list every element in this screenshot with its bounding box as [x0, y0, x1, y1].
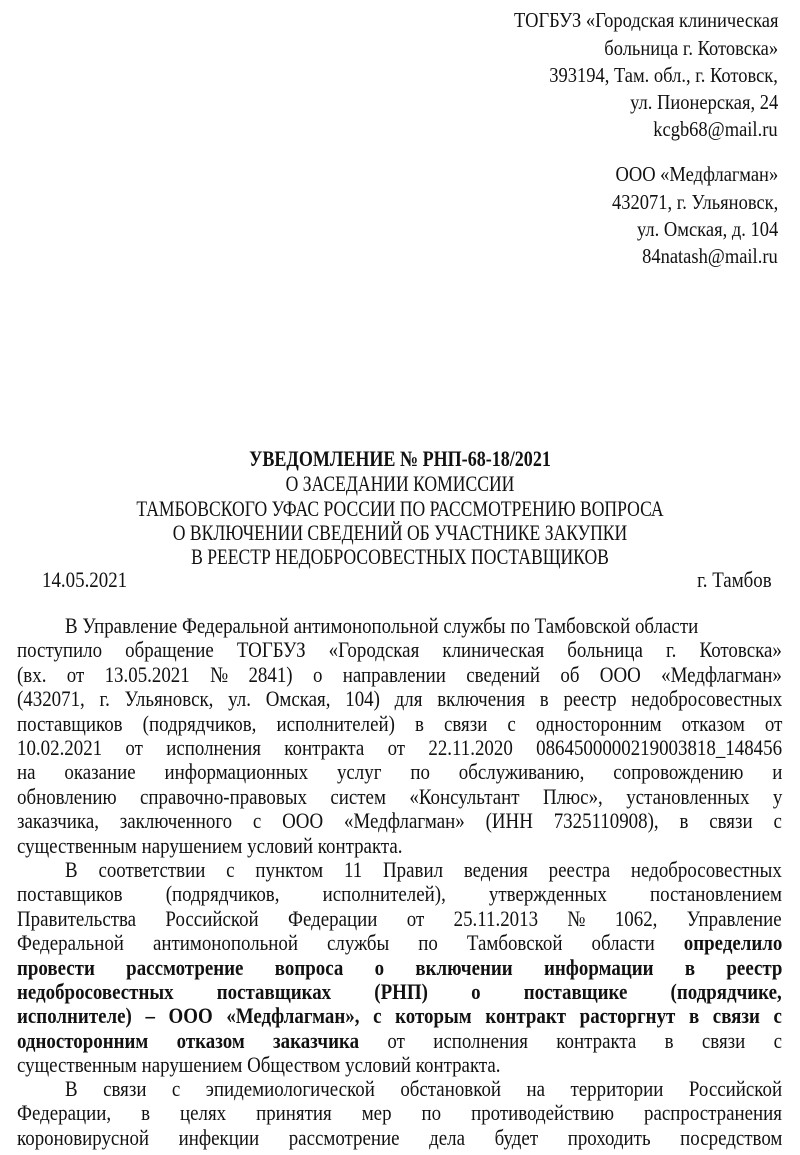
paragraph-line-bold: недобросовестных поставщиках (РНП) о поставщике (подрядчике,	[17, 979, 782, 1004]
notice-subtitle-line: ТАМБОВСКОГО УФАС РОССИИ ПО РАССМОТРЕНИЮ ВОПРОСА	[136, 496, 664, 521]
paragraph-line: (вх. от 13.05.2021 № 2841) о направлении сведений об ООО «Медфлагман»	[17, 661, 782, 687]
recipient-email[interactable]: kcgb68@mail.ru	[653, 117, 778, 141]
notice-subtitle-line: В РЕЕСТР НЕДОБРОСОВЕСТНЫХ ПОСТАВЩИКОВ	[191, 544, 609, 569]
paragraph-line	[17, 1029, 782, 1053]
recipient-address: 432071, г. Ульяновск,	[611, 190, 778, 214]
text-run: Федеральной антимонопольной службы по Тамбовской области	[17, 930, 684, 956]
paragraph-line: В связи с эпидемиологической обстановкой на территории Российской	[65, 1076, 783, 1101]
paragraph-line	[17, 931, 782, 955]
recipient-street: ул. Пионерская, 24	[629, 90, 778, 114]
recipient-email[interactable]: 84natash@mail.ru	[642, 244, 778, 268]
text-run: от исполнения контракта в связи с	[359, 1027, 783, 1053]
notice-title: УВЕДОМЛЕНИЕ № РНП-68-18/2021	[249, 446, 551, 471]
paragraph-line: заказчика, заключенного с ООО «Медфлагман» (ИНН 7325110908), в связи с	[17, 808, 782, 834]
paragraph-line: поступило обращение ТОГБУЗ «Городская клиническая больница г. Котовска»	[17, 637, 782, 663]
paragraph-line: Правительства Российской Федерации от 25.11.2013 № 1062, Управление	[17, 905, 782, 931]
paragraph-line: короновирусной инфекции рассмотрение дела будет проходить посредством	[17, 1124, 783, 1150]
notice-subtitle-line: О ЗАСЕДАНИИ КОМИССИИ	[285, 471, 515, 496]
recipient-name: ТОГБУЗ «Городская клиническая	[513, 8, 778, 32]
notice-subtitle-line: О ВКЛЮЧЕНИИ СВЕДЕНИЙ ОБ УЧАСТНИКЕ ЗАКУПКИ	[172, 520, 628, 545]
paragraph-line: 10.02.2021 от исполнения контракта от 22.11.2020 0864500000219003818_148456	[17, 735, 783, 760]
paragraph-line: на оказание информационных услуг по обслуживанию, сопровождению и	[17, 759, 783, 785]
paragraph-line: поставщиков (подрядчиков, исполнителей) в связи с односторонним отказом от	[17, 710, 783, 736]
paragraph-line: существенным нарушением Обществом условий контракта.	[17, 1052, 501, 1078]
notice-date: 14.05.2021	[42, 567, 128, 592]
notice-city: г. Тамбов	[697, 567, 772, 592]
paragraph-line: поставщиков (подрядчиков, исполнителей), утвержденных постановлением	[17, 881, 783, 907]
recipient-name-cont: больница г. Котовска»	[604, 36, 778, 60]
paragraph-line: Федерации, в целях принятия мер по противодействию распространения	[17, 1100, 782, 1126]
recipient-street: ул. Омская, д. 104	[636, 217, 778, 241]
text-run: В Управление Федеральной антимонопольной службы по Тамбовской области	[65, 613, 699, 638]
recipient-name: ООО «Медфлагман»	[615, 162, 778, 186]
paragraph-line	[65, 614, 782, 638]
paragraph-line: обновлению справочно-правовых систем «Консультант Плюс», установленных у	[17, 783, 783, 809]
bold-text-run: односторонним отказом заказчика	[17, 1027, 360, 1053]
paragraph-line-bold: исполнителе) – ООО «Медфлагман», с которым контракт расторгнут в связи с	[17, 1003, 782, 1029]
paragraph-line-bold: провести рассмотрение вопроса о включении информации в реестр	[17, 954, 783, 980]
paragraph-line: В соответствии с пунктом 11 Правил ведения реестра недобросовестных	[65, 857, 782, 882]
recipient-address: 393194, Там. обл., г. Котовск,	[549, 63, 778, 87]
paragraph-line: (432071, г. Ульяновск, ул. Омская, 104) для включения в реестр недобросовестных	[17, 686, 783, 712]
bold-text-run: определило	[683, 930, 783, 956]
paragraph-line: существенным нарушением условий контракта.	[17, 832, 403, 858]
